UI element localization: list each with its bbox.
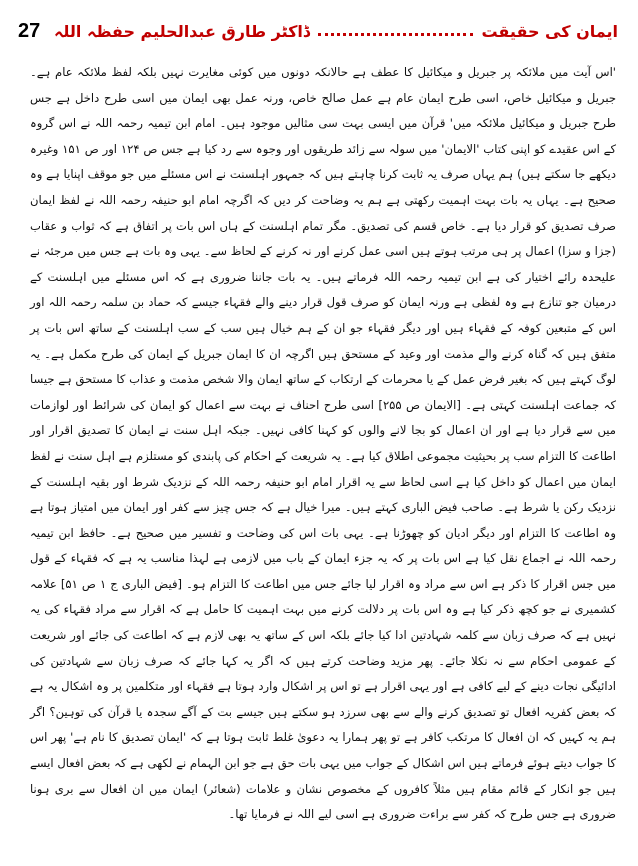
body-text bbox=[30, 60, 616, 828]
running-header bbox=[54, 22, 618, 41]
header-dotted-leader bbox=[318, 23, 473, 36]
page-header bbox=[18, 14, 618, 48]
body-paragraph: 'اس آیت میں ملائکہ پر جبریل و میکائیل کا عطف ہے حالانکہ دونوں میں کوئی مغایرت نہیں بلکہ لفظ ملائکہ عام ہے۔ جبریل و میکائیل خاص، اسی طرح ایمان عام ہے عمل صالح خاص، ورنہ عمل بھی ایمان میں اسی طرح داخل ہے جس طرح جبریل و میکائیل ملائکہ میں' قرآن میں ایسی بہت سی مثالیں موجود ہیں۔ امام ابن تیمیہ رحمہ اللہ نے اس گروہ کے اس عقیدے کو اپنی کتاب 'الایمان' میں سولہ سے زائد طریقوں اور وجوہ سے رد کیا ہے جس ص ۱۲۴ اور ص ۱۵۱ وغیرہ دیکھے جا سکتے ہیں) ہم یہاں صرف یہ ثابت کرنا چاہتے ہیں کہ جمہور اہلسنت نے اس مسئلے میں جو موقف اپنایا ہے وہ صحیح ہے۔ یہاں یہ بات بہت اہمیت رکھتی ہے ہم یہ وضاحت کر دیں کہ اگرچہ امام ابو حنیفہ رحمہ اللہ نے لفظ ایمان صرف تصدیق کو قرار دیا ہے۔ خاص قسم کی تصدیق۔ مگر تمام اہلسنت کے ہاں اس بات پر اتفاق ہے کہ ثواب و عقاب (جزا و سزا) اعمال پر ہی مرتب ہوتے ہیں اسی عمل کرنے اور نہ کرنے کے لحاظ سے۔ یہی وہ بات ہے جس میں مرجئہ نے علیحدہ رائے اختیار کی ہے ابن تیمیہ رحمہ اللہ فرماتے ہیں۔ یہ بات جاننا ضروری ہے کہ اس مسئلے میں اہلسنت کے درمیان جو تنازع ہے وہ لفظی ہے ورنہ ایمان کو صرف قول قرار دینے والے فقہاء جیسے کہ حماد بن سلمہ رحمہ اللہ اور اس کے متبعین کوفہ کے فقہاء ہیں اور دیگر فقہاء جو ان کے ہم خیال ہیں سب کے سب اہلسنت کے ساتھ اس بات پر متفق ہیں کہ گناہ کرنے والے مذمت اور وعید کے مستحق ہیں اگرچہ ان کا ایمان جبریل کے ایمان کی طرح مکمل ہے۔ یہ لوگ کہتے ہیں کہ بغیر فرض عمل کے یا محرمات کے ارتکاب کے ساتھ ایمان والا شخص مذمت و عذاب کا مستحق ہے جیسا کہ جماعت اہلسنت کہتی ہے۔ [الایمان ص ۲۵۵] اسی طرح احناف نے بہت سے اعمال کو ایمان کی شرائط اور لوازمات میں سے قرار دیا ہے اور ان اعمال کو بجا لانے والوں کو کہنا کافی نہیں۔ جبکہ اہل سنت نے ایمان کا تصدیق اقرار اور اطاعت کا التزام سب پر بحیثیت مجموعی اطلاق کیا ہے۔ یہ شریعت کے احکام کی پابندی کو مستلزم ہے اہل سنت نے لفظ ایمان میں اعمال کو داخل کیا ہے اسی لحاظ سے یہ اقرار امام ابو حنیفہ رحمہ اللہ کے نزدیک شرط اور بقیہ اہلسنت کے نزدیک رکن یا شرط ہے۔ صاحب فیض الباری کہتے ہیں۔ میرا خیال ہے کہ جس چیز سے کفر اور ایمان میں امتیاز ہوتا ہے وہ اطاعت کا التزام اور دیگر ادیان کو چھوڑنا ہے۔ یہی بات اس کی وضاحت و تفسیر میں صحیح ہے۔ حافظ ابن تیمیہ رحمہ اللہ نے اجماع نقل کیا ہے اس بات پر کہ یہ جزء ایمان کے باب میں لازمی ہے لہذا مناسب یہ ہے کہ فقہاء کے قول میں جس اقرار کا ذکر ہے اس سے مراد وہ اقرار لیا جائے جس میں اطاعت کا التزام ہو۔ [فیض الباری ج ۱ ص ۵۱] علامہ کشمیری نے جو کچھ ذکر کیا ہے وہ اس بات پر دلالت کرنے میں بہت اہمیت کا حامل ہے کہ اقرار سے مراد فقہاء کی یہ نہیں ہے کہ صرف زبان سے کلمہ شہادتین ادا کیا جائے بلکہ اس کے ساتھ یہ بھی لازم ہے کہ اطاعت کی جائے اور شریعت کے عمومی احکام سے نہ نکلا جائے۔ پھر مزید وضاحت کرتے ہیں کہ اگر یہ کہا جائے کہ صرف زبان سے شہادتین کی ادائیگی نجات دینے کے لیے کافی ہے اور یہی اقرار ہے تو اس پر اشکال وارد ہوتا ہے فقہاء اور متکلمین پر وہ اشکال یہ ہے کہ بعض کفریہ افعال تو تصدیق کرنے والے سے بھی سرزد ہو سکتے ہیں جیسے بت کے آگے سجدہ یا قرآن کی توہین؟ اگر ہم یہ کہیں کہ ان افعال کا مرتکب کافر ہے تو پھر ہمارا یہ دعویٰ غلط ثابت ہوتا ہے کہ 'ایمان تصدیق کا نام ہے' پھر اس کا جواب دیتے ہوئے فرماتے ہیں اس اشکال کے جواب میں یہی بات حق ہے جو ابن الہمام نے لکھی ہے کہ بعض افعال ایسے ہیں جو انکار کے قائم مقام ہیں مثلاً کافروں کے مخصوص نشان و علامات (شعائر) ایمان میں ان افعال سے بری ہونا ضروری ہے جس طرح کہ کفر سے براءت ضروری ہے اسی لیے اللہ نے فرمایا تھا۔ bbox=[30, 65, 616, 822]
author-name: ڈاکٹر طارق عبدالحلیم حفظہ اللہ bbox=[54, 21, 311, 41]
chapter-title: ایمان کی حقیقت bbox=[481, 21, 618, 41]
page-number: 27 bbox=[18, 19, 41, 42]
